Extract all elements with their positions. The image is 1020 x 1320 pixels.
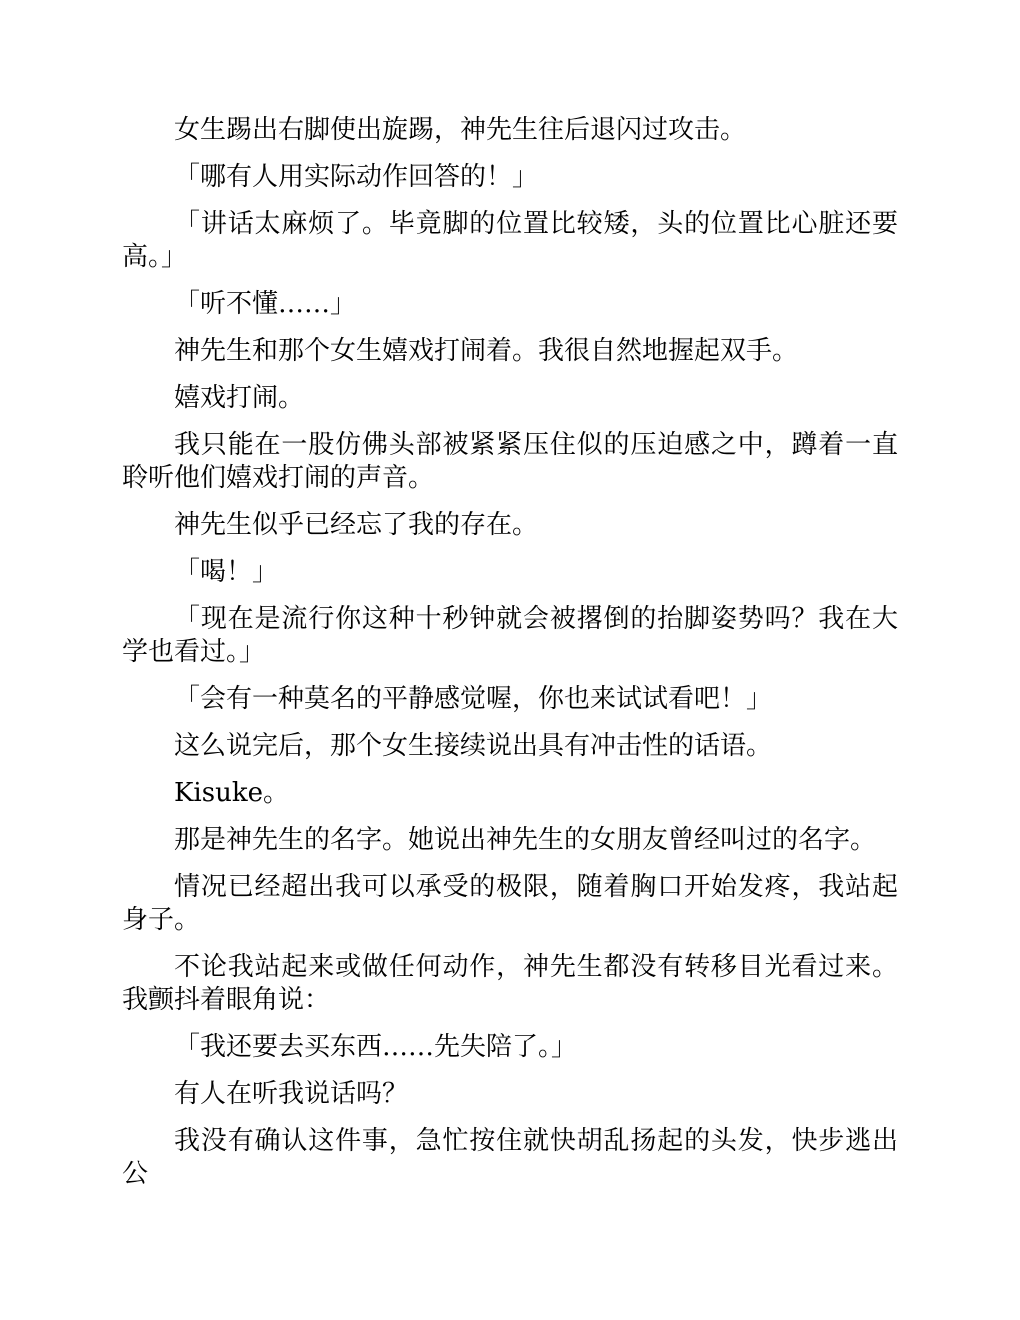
paragraph: 情况已经超出我可以承受的极限，随着胸口开始发疼，我站起身子。 xyxy=(122,872,898,935)
paragraph: 「喝！」 xyxy=(174,557,279,587)
paragraph: 这么说完后，那个女生接续说出具有冲击性的话语。 xyxy=(174,731,773,761)
paragraph: 有人在听我说话吗？ xyxy=(174,1079,409,1109)
document-page xyxy=(122,114,898,1205)
paragraph: 「现在是流行你这种十秒钟就会被撂倒的抬脚姿势吗？我在大学也看过。」 xyxy=(122,604,898,667)
paragraph: 「哪有人用实际动作回答的！」 xyxy=(174,162,539,192)
paragraph: 我没有确认这件事，急忙按住就快胡乱扬起的头发，快步逃出公 xyxy=(122,1126,898,1189)
paragraph: 我只能在一股仿佛头部被紧紧压住似的压迫感之中，蹲着一直聆听他们嬉戏打闹的声音。 xyxy=(122,430,898,493)
paragraph: 「会有一种莫名的平静感觉喔，你也来试试看吧！」 xyxy=(174,684,773,714)
paragraph: 神先生似乎已经忘了我的存在。 xyxy=(174,510,539,540)
paragraph: 「讲话太麻烦了。毕竟脚的位置比较矮，头的位置比心脏还要高。」 xyxy=(122,209,898,272)
paragraph: 那是神先生的名字。她说出神先生的女朋友曾经叫过的名字。 xyxy=(174,825,877,855)
paragraph: 神先生和那个女生嬉戏打闹着。我很自然地握起双手。 xyxy=(174,336,799,366)
paragraph: Kisuke。 xyxy=(174,778,289,808)
paragraph: 嬉戏打闹。 xyxy=(174,383,305,413)
paragraph: 「我还要去买东西……先失陪了。」 xyxy=(174,1032,578,1062)
paragraph: 女生踢出右脚使出旋踢，神先生往后退闪过攻击。 xyxy=(174,115,747,145)
paragraph: 「听不懂……」 xyxy=(174,289,357,319)
paragraph: 不论我站起来或做任何动作，神先生都没有转移目光看过来。我颤抖着眼角说： xyxy=(122,952,898,1015)
